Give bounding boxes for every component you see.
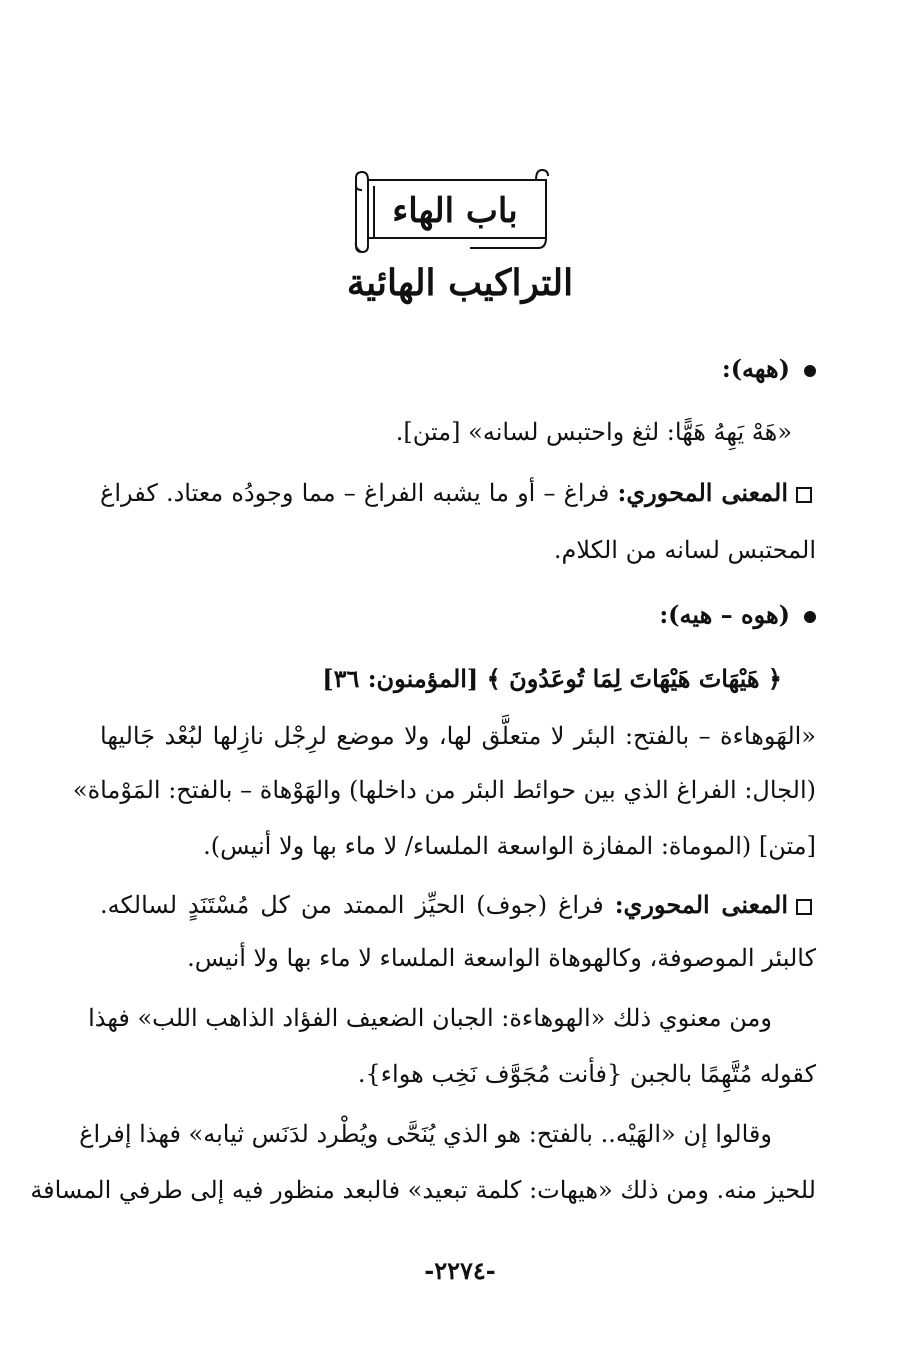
meaning-label: المعنى المحوري:: [617, 478, 788, 507]
entry-text-line: (الجال: الفراغ الذي بين حوائط البئر من داخلها) والهَوْهاة – بالفتح: المَوْماة»: [72, 776, 816, 804]
entry-text-line: «الهَوهاءة – بالفتح: البئر لا متعلَّق لها، ولا موضع لرِجْل نازِلها لبُعْد جَاليها: [100, 722, 816, 750]
entry-text-line: «هَهْ يَهِهُ هَهًّا: لثغ واحتبس لسانه» [متن].: [395, 418, 792, 446]
extra-text-line: ومن معنوي ذلك «الهوهاءة: الجبان الضعيف الفؤاد الذاهب اللب» فهذا: [88, 1004, 772, 1032]
quran-verse: ﴿ هَيْهَاتَ هَيْهَاتَ لِمَا تُوعَدُونَ ﴾ [المؤمنون: ٣٦]: [322, 664, 782, 693]
meaning-line: [100, 478, 812, 507]
entry-root: (ههه):: [721, 354, 790, 383]
bullet-icon: [804, 611, 816, 623]
meaning-label: المعنى المحوري:: [614, 890, 789, 919]
entry-root-line: [100, 600, 816, 629]
meaning-text: فراغ (جوف) الحيِّز الممتد من كل مُسْتَنَدٍ لسالكه.: [100, 891, 604, 919]
meaning-text-line: كالبئر الموصوفة، وكالهوهاة الواسعة الملساء لا ماء بها ولا أنيس.: [187, 944, 816, 972]
extra-text-line: وقالوا إن «الهَيْه.. بالفتح: هو الذي يُنَحَّى ويُطْرد لدَنَس ثيابه» فهذا إفراغ: [79, 1120, 772, 1148]
extra-text-line: كقوله مُتَّهِمًا بالجبن {فأنت مُجَوَّف نَخِب هواء}.: [357, 1060, 816, 1088]
bullet-icon: [804, 365, 816, 377]
square-icon: [796, 487, 812, 503]
entry-root-line: [100, 354, 816, 383]
entry-text-line: [متن] (الموماة: المفازة الواسعة الملساء/ لا ماء بها ولا أنيس).: [203, 832, 816, 860]
meaning-text-line: المحتبس لسانه من الكلام.: [553, 536, 816, 564]
chapter-title: باب الهاء: [392, 191, 518, 231]
meaning-text: فراغ – أو ما يشبه الفراغ – مما وجودُه معتاد. كفراغ: [100, 479, 610, 507]
section-subtitle: التراكيب الهائية: [346, 262, 574, 304]
page-number: -٢٢٧٤-: [424, 1256, 496, 1285]
entry-root: (هوه – هيه):: [659, 600, 790, 629]
meaning-line: [100, 890, 812, 919]
chapter-title-scroll: [350, 168, 550, 254]
extra-text-line: للحيز منه. ومن ذلك «هيهات: كلمة تبعيد» فالبعد منظور فيه إلى طرفي المسافة: [30, 1176, 816, 1204]
square-icon: [796, 899, 812, 915]
